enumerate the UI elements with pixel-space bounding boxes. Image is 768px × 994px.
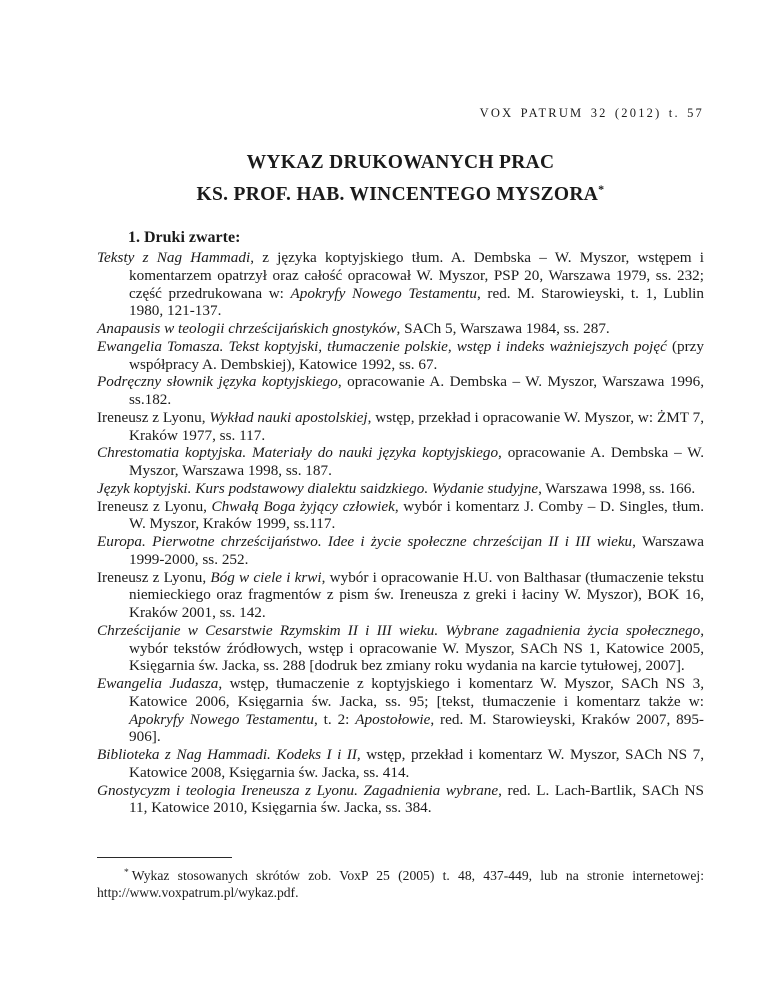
entry-text-segment: , wstęp, przekład i opracowanie W. Myszor, w: ŻMT 7, Kraków 1977, ss. 117. — [129, 408, 704, 444]
entry-text-segment: , opracowanie A. Dembska – W. Myszor, Warszawa 1998, ss. 187. — [129, 444, 705, 479]
section-heading: 1. Druki zwarte: — [128, 229, 241, 246]
entry-text-segment: , red. M. Starowieyski, Kraków 2007, 895-906]. — [129, 710, 704, 746]
entry-text-segment: , wybór i komentarz J. Comby – D. Singles, tłum. W. Myszor, Kraków 1999, ss.117. — [129, 497, 705, 533]
bibliography-entry — [97, 444, 704, 480]
bibliography-entry — [97, 782, 704, 818]
bibliography-entry — [97, 746, 704, 782]
entry-text-segment: , z języka koptyjskiego tłum. A. Dembska – W. Myszor, wstępem i komentarzem opatrzył oraz całość opracował W. Myszor, PSP 20, Warszawa 1979, ss. 232; część przedrukowana w: — [129, 249, 704, 302]
entry-title-segment: Teksty z Nag Hammadi — [97, 249, 251, 266]
entry-title-segment: Ewangelia Judasza — [97, 675, 219, 692]
entry-text-segment: , SACh 5, Warszawa 1984, ss. 287. — [396, 320, 610, 337]
entry-title-segment: Chrześcijanie w Cesarstwie Rzymskim II i III wieku. Wybrane zagadnienia życia społecznego — [97, 621, 701, 639]
title-footnote-marker: * — [598, 182, 605, 196]
footnote-body: Wykaz stosowanych skrótów zob. VoxP 25 (2005) t. 48, 437-449, lub na stronie internetowej: http://www.voxpatrum.pl/wykaz.pdf. — [97, 868, 704, 901]
bibliography-entry — [97, 320, 704, 338]
entry-text-segment: , opracowanie A. Dembska – W. Myszor, Warszawa 1996, ss.182. — [129, 373, 704, 408]
entry-text-segment: Ireneusz z Lyonu, — [97, 408, 210, 426]
entry-text-segment: , Warszawa 1999-2000, ss. 252. — [129, 533, 704, 568]
page-title — [77, 149, 724, 208]
title-line-2 — [77, 176, 724, 208]
entry-text-segment: , wybór i opracowanie H.U. von Balthasar (tłumaczenie tekstu niemieckiego oraz fragmentów z pism św. Ireneusza z greki i łaciny W. Myszor), BOK 16, Kraków 2001, ss. 142. — [129, 568, 704, 621]
entry-title-segment: Gnostycyzm i teologia Ireneusza z Lyonu. Zagadnienia wybrane — [97, 781, 499, 799]
bibliography-entry — [97, 675, 704, 746]
entry-text-segment: , wstęp, tłumaczenie z koptyjskiego i komentarz W. Myszor, SACh NS 3, Katowice 2006, Księgarnia św. Jacka, ss. 95; [tekst, tłumaczenie i komentarz także w: — [129, 675, 705, 710]
entry-title-segment: Bóg w ciele i krwi — [210, 568, 322, 586]
entry-title-segment: Apokryfy Nowego Testamentu — [290, 284, 477, 302]
entry-title-segment: Apostołowie — [355, 710, 431, 728]
entry-title-segment: Europa. Pierwotne chrześcijaństwo. Idee i życie społeczne chrześcijan II i III wieku — [97, 533, 633, 550]
footnote-block — [97, 857, 704, 901]
bibliography-entry — [97, 622, 704, 675]
bibliography-entry — [97, 338, 704, 374]
entry-title-segment: Chwałą Boga żyjący człowiek — [211, 497, 395, 515]
entry-title-segment: Anapausis w teologii chrześcijańskich gnostyków — [97, 320, 397, 337]
document-body — [97, 229, 704, 901]
bibliography-entry — [97, 373, 704, 409]
bibliography-entry — [97, 533, 704, 569]
bibliography-entry — [97, 409, 704, 445]
entry-title-segment: Chrestomatia koptyjska. Materiały do nauki języka koptyjskiego — [97, 444, 499, 462]
entry-text-segment: Ireneusz z Lyonu, — [97, 497, 212, 515]
entry-title-segment: Wykład nauki apostolskiej — [209, 408, 368, 426]
journal-header: VOX PATRUM 32 (2012) t. 57 — [479, 106, 704, 120]
footnote-text — [97, 865, 704, 901]
entry-title-segment: Apokryfy Nowego Testamentu — [129, 710, 314, 728]
bibliography-entry — [97, 249, 704, 320]
entry-text-segment: , t. 2: — [314, 710, 356, 728]
bibliography-entry — [97, 480, 704, 498]
entry-text-segment: (przy współpracy A. Dembskiej), Katowice 1992, ss. 67. — [129, 337, 705, 373]
bibliography-entry — [97, 569, 704, 622]
footnote-marker: * — [124, 868, 129, 878]
bibliography-entries — [97, 249, 704, 853]
entry-text-segment: , wybór tekstów źródłowych, wstęp i opracowanie W. Myszor, SACh NS 1, Katowice 2005, Księgarnia św. Jacka, ss. 288 [dodruk bez zmiany roku wydania na karcie tytułowej, 2007]. — [129, 621, 704, 675]
entry-title-segment: Podręczny słownik języka koptyjskiego — [97, 373, 338, 391]
entry-text-segment: , red. M. Starowieyski, t. 1, Lublin 1980, 121-137. — [129, 284, 705, 320]
title-line-2-text: KS. PROF. HAB. WINCENTEGO MYSZORA — [196, 184, 599, 205]
entry-text-segment: Ireneusz z Lyonu, — [97, 568, 211, 586]
entry-text-segment: , wstęp, przekład i komentarz W. Myszor, SACh NS 7, Katowice 2008, Księgarnia św. Jacka, ss. 414. — [129, 746, 704, 781]
entry-title-segment: Biblioteka z Nag Hammadi. Kodeks I i II — [97, 746, 357, 763]
bibliography-entry — [97, 498, 704, 534]
entry-title-segment: Ewangelia Tomasza. Tekst koptyjski, tłumaczenie polskie, wstęp i indeks ważniejszych pojęć — [97, 337, 667, 355]
title-line-1: WYKAZ DRUKOWANYCH PRAC — [246, 152, 555, 173]
entry-title-segment: Język koptyjski. Kurs podstawowy dialektu saidzkiego. Wydanie studyjne — [97, 479, 539, 497]
entry-text-segment: , Warszawa 1998, ss. 166. — [538, 479, 696, 497]
entry-text-segment: , red. L. Lach-Bartlik, SACh NS 11, Katowice 2010, Księgarnia św. Jacka, ss. 384. — [129, 781, 704, 817]
footnote-rule — [97, 857, 232, 858]
